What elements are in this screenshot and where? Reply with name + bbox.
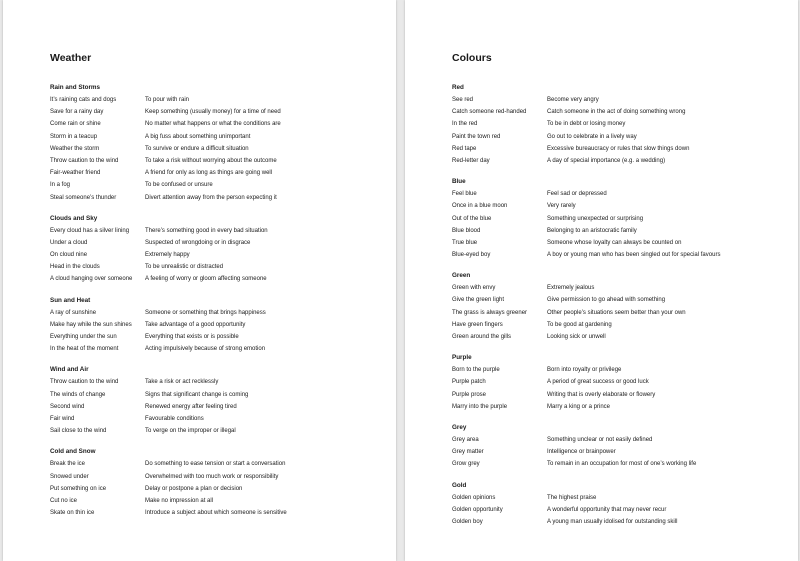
idiom-row xyxy=(452,434,788,446)
idiom-row xyxy=(452,188,788,200)
idiom-meaning: Signs that significant change is coming xyxy=(145,391,249,398)
idiom-row xyxy=(50,118,386,130)
idiom-text: Golden opinions xyxy=(452,494,496,501)
idiom-row xyxy=(50,249,386,261)
document-page-weather xyxy=(3,0,396,561)
idiom-text: See red xyxy=(452,97,474,103)
idiom-text: Steal someone’s thunder xyxy=(50,194,117,201)
idiom-row xyxy=(452,213,788,225)
idiom-text: In the heat of the moment xyxy=(50,346,119,353)
idiom-text: Fair-weather friend xyxy=(50,170,101,177)
idiom-row xyxy=(50,155,386,167)
idiom-text: A ray of sunshine xyxy=(50,309,97,316)
idiom-meaning: Something unexpected or surprising xyxy=(547,215,644,222)
idiom-text: Storm in a teacup xyxy=(50,133,98,140)
idiom-text: Golden opportunity xyxy=(452,506,503,513)
idiom-text: Red tape xyxy=(452,145,477,152)
idiom-row xyxy=(50,495,386,507)
idiom-meaning: Feel sad or depressed xyxy=(547,191,607,198)
idiom-meaning: Divert attention away from the person expecting it xyxy=(145,194,277,201)
idiom-meaning: Intelligence or brainpower xyxy=(547,449,616,456)
section xyxy=(50,446,386,519)
idiom-meaning: A wonderful opportunity that may never recur xyxy=(547,506,667,513)
idiom-text: Cut no ice xyxy=(50,497,78,504)
idiom-row xyxy=(50,94,386,106)
idiom-row xyxy=(452,155,788,167)
idiom-meaning: Everything that exists or is possible xyxy=(145,334,239,340)
section-heading: Cold and Snow xyxy=(50,448,96,456)
idiom-meaning: Take a risk or act recklessly xyxy=(145,379,219,386)
idiom-row xyxy=(50,179,386,191)
idiom-meaning: Give permission to go ahead with something xyxy=(547,297,666,304)
idiom-text: Grey area xyxy=(452,436,479,443)
idiom-text: Once in a blue moon xyxy=(452,203,508,210)
idiom-meaning: To be in debt or losing money xyxy=(547,121,626,128)
idiom-meaning: Go out to celebrate in a lively way xyxy=(547,133,637,140)
page-content xyxy=(50,51,386,528)
idiom-row xyxy=(50,471,386,483)
idiom-meaning: A friend for only as long as things are going well xyxy=(145,170,273,177)
idiom-text: In the red xyxy=(452,121,478,128)
page-title: Colours xyxy=(452,52,492,64)
idiom-meaning: Take advantage of a good opportunity xyxy=(145,321,246,328)
idiom-text: Snowed under xyxy=(50,473,89,480)
idiom-row xyxy=(452,307,788,319)
idiom-text: Come rain or shine xyxy=(50,121,101,128)
idiom-meaning: Writing that is overly elaborate or flowery xyxy=(547,391,656,398)
idiom-meaning: Extremely jealous xyxy=(547,285,595,292)
section xyxy=(452,82,788,167)
idiom-meaning: Born into royalty or privilege xyxy=(547,367,622,374)
idiom-text: On cloud nine xyxy=(50,252,88,259)
idiom-row xyxy=(50,167,386,179)
idiom-row xyxy=(50,331,386,343)
idiom-text: Feel blue xyxy=(452,191,477,198)
page-title: Weather xyxy=(50,52,92,64)
idiom-row xyxy=(50,143,386,155)
idiom-meaning: A boy or young man who has been singled out for special favours xyxy=(547,252,721,259)
idiom-row xyxy=(50,319,386,331)
section xyxy=(452,352,788,413)
idiom-row xyxy=(452,282,788,294)
idiom-text: Blue blood xyxy=(452,227,481,234)
sections-list xyxy=(50,82,386,519)
idiom-meaning: Looking sick or unwell xyxy=(547,334,606,340)
idiom-row xyxy=(50,401,386,413)
section-heading: Red xyxy=(452,84,464,91)
idiom-meaning: Overwhelmed with too much work or responsibility xyxy=(145,473,279,480)
idiom-text: Born to the purple xyxy=(452,367,500,374)
section xyxy=(452,270,788,343)
section xyxy=(452,480,788,529)
idiom-text: Save for a rainy day xyxy=(50,109,104,116)
idiom-text: The winds of change xyxy=(50,391,106,398)
idiom-text: Throw caution to the wind xyxy=(50,157,119,164)
idiom-text: Blue-eyed boy xyxy=(452,252,491,259)
idiom-row xyxy=(452,376,788,388)
section xyxy=(452,176,788,261)
idiom-row xyxy=(452,131,788,143)
idiom-meaning: To take a risk without worrying about the outcome xyxy=(145,157,277,164)
idiom-meaning: To remain in an occupation for most of one’s working life xyxy=(547,461,697,468)
idiom-text: Paint the town red xyxy=(452,133,501,140)
idiom-text: Marry into the purple xyxy=(452,403,508,410)
idiom-row xyxy=(452,401,788,413)
idiom-row xyxy=(50,237,386,249)
idiom-text: Break the ice xyxy=(50,461,86,468)
idiom-row xyxy=(50,483,386,495)
idiom-row xyxy=(452,319,788,331)
idiom-row xyxy=(50,425,386,437)
idiom-row xyxy=(452,492,788,504)
idiom-text: Purple patch xyxy=(452,379,486,386)
idiom-text: Make hay while the sun shines xyxy=(50,321,132,328)
idiom-meaning: Acting impulsively because of strong emotion xyxy=(145,346,266,353)
idiom-row xyxy=(452,294,788,306)
idiom-meaning: Someone or something that brings happiness xyxy=(145,309,266,316)
idiom-text: Have green fingers xyxy=(452,321,503,328)
idiom-text: True blue xyxy=(452,239,478,246)
idiom-row xyxy=(50,389,386,401)
idiom-text: Everything under the sun xyxy=(50,334,117,340)
section-heading: Sun and Heat xyxy=(50,296,91,304)
idiom-row xyxy=(50,376,386,388)
idiom-row xyxy=(452,364,788,376)
idiom-row xyxy=(50,131,386,143)
idiom-meaning: The highest praise xyxy=(547,494,597,501)
idiom-row xyxy=(452,249,788,261)
idiom-text: Grey matter xyxy=(452,449,484,456)
idiom-text: Red-letter day xyxy=(452,157,490,164)
idiom-meaning: Become very angry xyxy=(547,97,599,103)
idiom-row xyxy=(452,94,788,106)
idiom-meaning: To survive or endure a difficult situation xyxy=(145,145,249,152)
idiom-row xyxy=(50,307,386,319)
idiom-meaning: Catch someone in the act of doing something wrong xyxy=(547,109,686,116)
section xyxy=(452,422,788,471)
section xyxy=(50,82,386,204)
idiom-text: Second wind xyxy=(50,403,85,410)
section-heading: Wind and Air xyxy=(50,366,89,374)
sections-list xyxy=(452,82,788,528)
idiom-text: It’s raining cats and dogs xyxy=(50,97,117,103)
idiom-meaning: Do something to ease tension or start a conversation xyxy=(145,461,286,468)
section-heading: Grey xyxy=(452,423,467,431)
idiom-meaning: A young man usually idolised for outstanding skill xyxy=(547,518,678,525)
idiom-meaning: A feeling of worry or gloom affecting someone xyxy=(145,276,267,283)
idiom-meaning: Excessive bureaucracy or rules that slow things down xyxy=(547,145,690,152)
idiom-text: Purple prose xyxy=(452,391,487,398)
idiom-row xyxy=(452,225,788,237)
idiom-text: The grass is always greener xyxy=(452,309,528,316)
section-heading: Purple xyxy=(452,354,472,362)
idiom-meaning: To pour with rain xyxy=(145,97,190,103)
idiom-text: Put something on ice xyxy=(50,485,107,492)
idiom-meaning: To be unrealistic or distracted xyxy=(145,264,224,271)
idiom-row xyxy=(50,507,386,519)
idiom-text: Weather the storm xyxy=(50,145,100,152)
section-heading: Green xyxy=(452,272,471,280)
idiom-text: Sail close to the wind xyxy=(50,428,107,435)
idiom-meaning: Renewed energy after feeling tired xyxy=(145,403,237,410)
idiom-meaning: A big fuss about something unimportant xyxy=(145,133,251,140)
idiom-row xyxy=(452,106,788,118)
idiom-meaning: Keep something (usually money) for a time of need xyxy=(145,109,281,116)
idiom-row xyxy=(452,237,788,249)
idiom-row xyxy=(50,413,386,425)
idiom-row xyxy=(50,192,386,204)
idiom-meaning: Introduce a subject about which someone is sensitive xyxy=(145,510,287,517)
idiom-row xyxy=(452,504,788,516)
idiom-row xyxy=(452,389,788,401)
idiom-meaning: Someone whose loyalty can always be counted on xyxy=(547,239,682,246)
document-page-colours xyxy=(405,0,798,561)
idiom-text: Every cloud has a silver lining xyxy=(50,227,130,234)
section-heading: Blue xyxy=(452,178,466,186)
idiom-row xyxy=(50,343,386,355)
section-heading: Gold xyxy=(452,481,467,489)
idiom-meaning: Other people’s situations seem better than your own xyxy=(547,309,686,316)
section-heading: Clouds and Sky xyxy=(50,214,98,222)
idiom-text: In a fog xyxy=(50,182,71,189)
idiom-meaning: There’s something good in every bad situation xyxy=(145,227,268,234)
idiom-row xyxy=(50,225,386,237)
idiom-meaning: A day of special importance (e.g. a wedding) xyxy=(547,157,666,164)
idiom-meaning: Delay or postpone a plan or decision xyxy=(145,485,243,492)
idiom-text: Under a cloud xyxy=(50,239,88,246)
idiom-text: Green with envy xyxy=(452,285,496,292)
idiom-row xyxy=(452,200,788,212)
idiom-meaning: Something unclear or not easily defined xyxy=(547,436,653,443)
idiom-meaning: Favourable conditions xyxy=(145,415,204,422)
idiom-text: Head in the clouds xyxy=(50,264,100,271)
idiom-text: Grow grey xyxy=(452,461,480,468)
idiom-row xyxy=(50,458,386,470)
idiom-meaning: To be confused or unsure xyxy=(145,182,213,189)
idiom-row xyxy=(452,331,788,343)
idiom-meaning: Make no impression at all xyxy=(145,497,214,504)
section xyxy=(50,364,386,437)
idiom-text: Green around the gills xyxy=(452,334,512,340)
page-content xyxy=(452,51,788,537)
idiom-meaning: No matter what happens or what the conditions are xyxy=(145,121,281,128)
idiom-row xyxy=(452,458,788,470)
section xyxy=(50,295,386,356)
section-heading: Rain and Storms xyxy=(50,84,101,91)
idiom-text: Catch someone red-handed xyxy=(452,109,527,116)
idiom-text: Golden boy xyxy=(452,518,483,525)
idiom-row xyxy=(452,118,788,130)
idiom-text: A cloud hanging over someone xyxy=(50,276,133,283)
idiom-meaning: A period of great success or good luck xyxy=(547,379,649,386)
idiom-row xyxy=(50,261,386,273)
idiom-row xyxy=(452,143,788,155)
idiom-meaning: Suspected of wrongdoing or in disgrace xyxy=(145,239,251,246)
idiom-meaning: To verge on the improper or illegal xyxy=(145,428,236,435)
idiom-text: Throw caution to the wind xyxy=(50,379,119,386)
idiom-row xyxy=(452,446,788,458)
idiom-meaning: Marry a king or a prince xyxy=(547,403,611,410)
idiom-row xyxy=(50,273,386,285)
idiom-text: Fair wind xyxy=(50,415,75,422)
idiom-row xyxy=(50,106,386,118)
idiom-text: Out of the blue xyxy=(452,215,492,222)
idiom-row xyxy=(452,516,788,528)
section xyxy=(50,213,386,286)
idiom-meaning: To be good at gardening xyxy=(547,321,612,328)
idiom-meaning: Very rarely xyxy=(547,203,576,210)
idiom-text: Give the green light xyxy=(452,297,505,304)
idiom-meaning: Extremely happy xyxy=(145,252,190,259)
idiom-text: Skate on thin ice xyxy=(50,510,95,517)
idiom-meaning: Belonging to an aristocratic family xyxy=(547,227,637,234)
